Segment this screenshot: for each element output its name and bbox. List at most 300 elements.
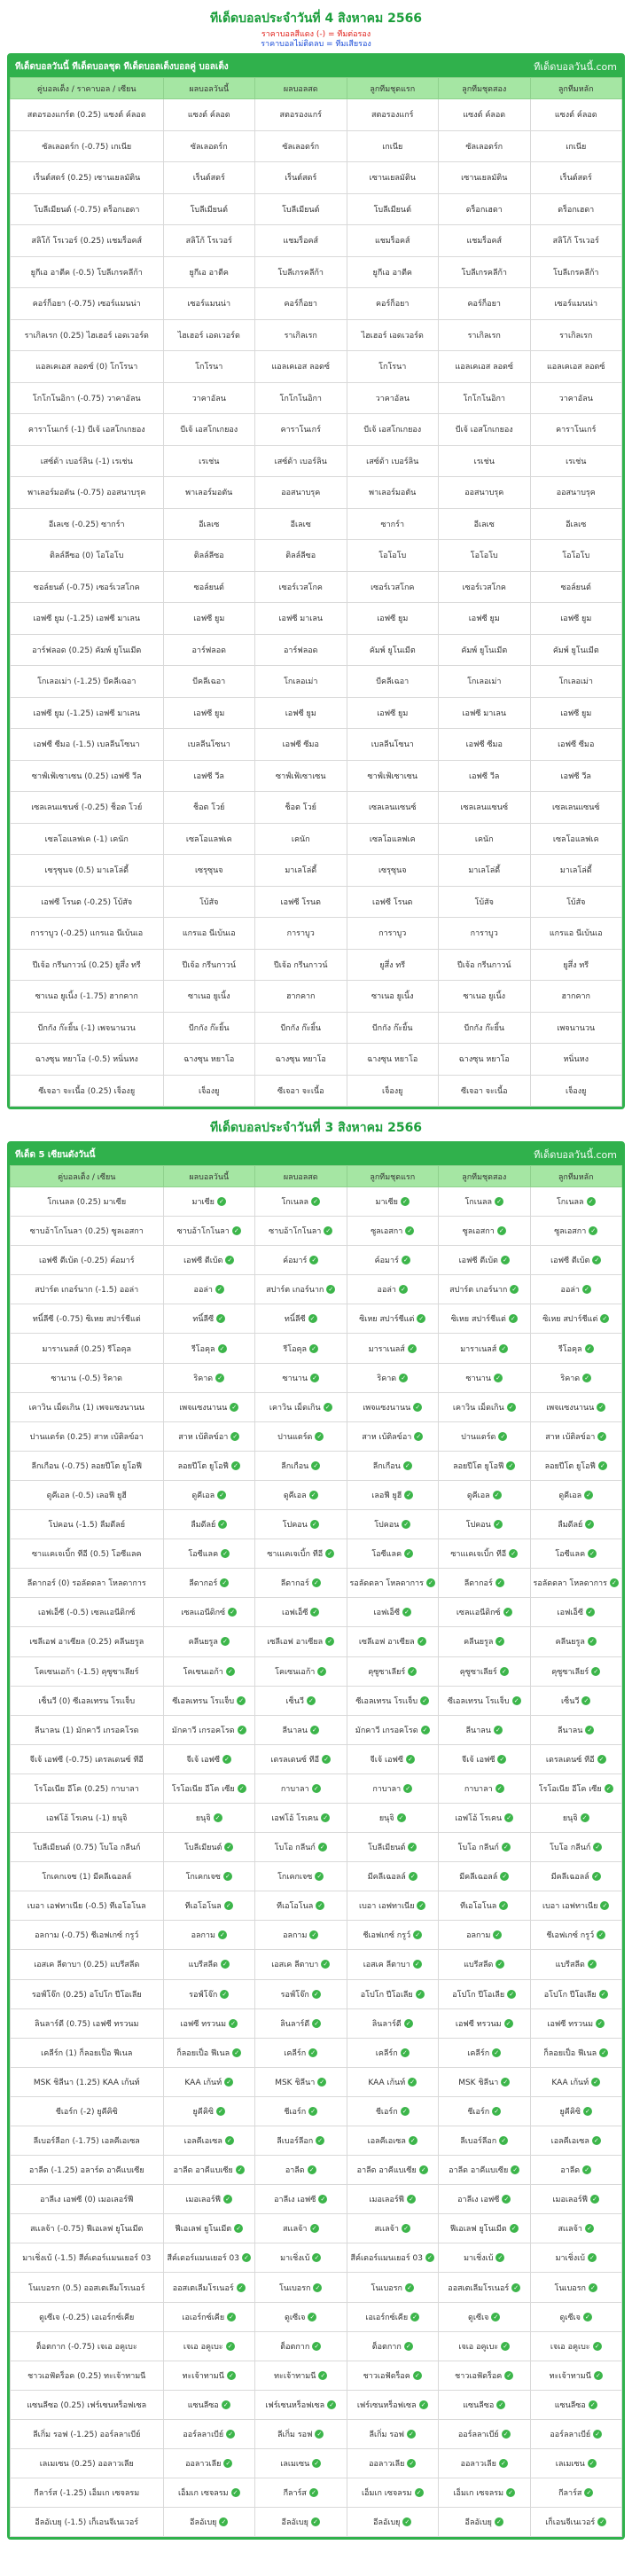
pick-cell bbox=[163, 886, 255, 918]
cell-content bbox=[274, 2369, 327, 2382]
cell-content bbox=[283, 738, 319, 750]
pick-text: โบลีเมียนต์ bbox=[373, 205, 411, 215]
cell-content bbox=[461, 1084, 508, 1097]
check-circle-icon: ✓ bbox=[407, 2195, 416, 2204]
check-circle-icon: ✓ bbox=[425, 2253, 434, 2262]
check-circle-icon: ✓ bbox=[582, 1285, 591, 1294]
pick-cell bbox=[439, 1451, 531, 1480]
pick-text: เคลีร์ก bbox=[467, 2048, 490, 2058]
pick-text: เจ็องยู bbox=[566, 1086, 587, 1096]
pick-cell bbox=[163, 949, 255, 981]
cell-content bbox=[35, 360, 137, 372]
pick-cell bbox=[347, 1187, 439, 1217]
check-circle-icon: ✓ bbox=[593, 2342, 602, 2351]
pick-cell bbox=[439, 1480, 531, 1509]
cell-content bbox=[29, 1635, 144, 1648]
match-cell bbox=[11, 760, 164, 792]
pick-text: บีคลีเฉอา bbox=[192, 677, 226, 687]
pick-text: ซาแเคเจเบิ้ก ทีอี bbox=[450, 1550, 507, 1560]
cell-content bbox=[467, 2105, 501, 2118]
cell-content bbox=[30, 1753, 144, 1766]
cell-content bbox=[456, 2017, 513, 2030]
check-circle-icon: ✓ bbox=[419, 2165, 428, 2174]
cell-content bbox=[199, 455, 219, 467]
check-circle-icon: ✓ bbox=[402, 2517, 411, 2526]
match-cell bbox=[11, 1075, 164, 1107]
section-title: ทีเด็ดบอลประจำวันที่ 3 สิงหาคม 2566 bbox=[209, 1121, 423, 1135]
pick-text: เก็เอนจีเนเวอร์ bbox=[545, 2518, 596, 2528]
cell-content bbox=[455, 360, 513, 372]
pick-text: ลีดากอร์ bbox=[464, 1579, 493, 1589]
pick-cell bbox=[347, 162, 439, 194]
pick-text: เพจแซงนานน bbox=[363, 1403, 411, 1413]
cell-content bbox=[184, 1841, 233, 1853]
check-circle-icon: ✓ bbox=[497, 1755, 506, 1764]
cell-content bbox=[556, 423, 596, 435]
pick-text: เคาวิน เม็ดเกิน bbox=[269, 1403, 321, 1413]
pick-cell bbox=[163, 1979, 255, 2008]
pick-cell bbox=[255, 634, 347, 666]
pick-text: ลีกเกือน bbox=[372, 1461, 401, 1471]
check-circle-icon: ✓ bbox=[312, 1784, 321, 1793]
cell-content bbox=[463, 2399, 505, 2411]
pick-text: สาห เบ้ติลข์อา bbox=[362, 1432, 412, 1442]
check-circle-icon: ✓ bbox=[510, 1285, 519, 1294]
table-row bbox=[11, 855, 622, 887]
check-circle-icon: ✓ bbox=[499, 1344, 508, 1353]
cell-content bbox=[193, 171, 225, 184]
cell-content bbox=[553, 234, 599, 247]
pick-text: เซลเลนแซนซ์ bbox=[460, 803, 509, 813]
match-text: เอฟโอ้ โรเคน (-1) ยนุจิ bbox=[46, 1814, 128, 1824]
pick-cell bbox=[347, 571, 439, 603]
pick-text: เอฟซี ตีเบ้ต bbox=[550, 1257, 590, 1266]
check-circle-icon: ✓ bbox=[227, 2371, 236, 2380]
cell-content bbox=[281, 486, 320, 498]
pick-cell bbox=[163, 760, 255, 792]
pick-text: เซานเยลมัติน bbox=[369, 174, 416, 184]
match-text: สปาร์ต เกอร์นาก (-1.5) ออล่า bbox=[35, 1286, 139, 1296]
match-text: โกเลอเม่า (-1.25) บีคลีเฉอา bbox=[37, 677, 137, 687]
cell-content bbox=[35, 990, 138, 1002]
pick-cell bbox=[439, 1392, 531, 1421]
pick-text: อีเลเซ bbox=[199, 520, 220, 529]
pick-cell bbox=[255, 603, 347, 635]
pick-cell bbox=[255, 949, 347, 981]
pick-cell bbox=[255, 256, 347, 288]
pick-cell bbox=[163, 2449, 255, 2478]
check-circle-icon: ✓ bbox=[610, 1578, 619, 1587]
pick-text: MSK ชิลีนา bbox=[458, 2078, 499, 2087]
cell-content bbox=[184, 2134, 234, 2147]
cell-content bbox=[280, 1022, 321, 1034]
pick-text: จีเจ้ เอฟซี bbox=[370, 1755, 403, 1765]
pick-cell bbox=[347, 1744, 439, 1773]
check-circle-icon: ✓ bbox=[310, 1726, 319, 1734]
cell-content bbox=[452, 1988, 516, 2001]
cell-content bbox=[449, 2164, 519, 2176]
pick-text: กาบาลา bbox=[464, 1784, 493, 1794]
cell-content bbox=[172, 1695, 246, 1707]
pick-text: เซานเยลมัติน bbox=[461, 174, 508, 184]
match-cell bbox=[11, 2126, 164, 2156]
pick-cell bbox=[530, 1862, 622, 1891]
pick-text: บีเจ้ เอสโกเกยอง bbox=[180, 426, 238, 435]
cell-content bbox=[562, 549, 589, 561]
pick-text: สปาร์ต เกอร์นาก bbox=[449, 1286, 508, 1296]
check-circle-icon: ✓ bbox=[221, 1960, 230, 1969]
cell-content bbox=[194, 1283, 224, 1296]
match-cell bbox=[11, 1598, 164, 1627]
pick-text: ซาบอ้าโกโนลา bbox=[269, 1227, 322, 1237]
cell-content bbox=[284, 644, 317, 656]
pick-cell bbox=[439, 508, 531, 540]
match-cell bbox=[11, 1510, 164, 1539]
match-text: ซีเจอา จะเนี้อ (0.25) เจ็องยู bbox=[38, 1086, 136, 1096]
pick-text: ซอล์ยนต์ bbox=[193, 583, 224, 592]
pick-text: อีลอัเบยุ bbox=[373, 2518, 401, 2528]
pick-text: เอเอร์กซ์เคีย bbox=[365, 2313, 409, 2322]
check-circle-icon: ✓ bbox=[324, 1226, 332, 1235]
check-circle-icon: ✓ bbox=[504, 2019, 513, 2028]
cell-content bbox=[33, 171, 140, 184]
cell-content bbox=[371, 1489, 413, 1501]
check-circle-icon: ✓ bbox=[499, 1901, 508, 1910]
cell-content bbox=[545, 1430, 606, 1443]
pick-cell bbox=[530, 634, 622, 666]
pick-cell bbox=[163, 634, 255, 666]
pick-text: ชีเอร์ก bbox=[284, 2107, 307, 2117]
cell-content bbox=[559, 392, 593, 404]
pick-text: ยูคีคิซิ bbox=[192, 2107, 214, 2117]
cell-content bbox=[282, 140, 319, 153]
pick-cell bbox=[439, 193, 531, 225]
pick-cell bbox=[530, 571, 622, 603]
cell-content bbox=[551, 1870, 601, 1883]
cell-content bbox=[174, 2164, 245, 2176]
table-row bbox=[11, 130, 622, 162]
cell-content bbox=[188, 2399, 230, 2411]
pick-text: มาราเนลส์ bbox=[460, 1344, 497, 1354]
table-row bbox=[11, 2067, 622, 2096]
table-row bbox=[11, 1480, 622, 1509]
cell-content bbox=[359, 1899, 425, 1912]
check-circle-icon: ✓ bbox=[322, 1755, 331, 1764]
pick-cell bbox=[347, 1569, 439, 1598]
pick-cell bbox=[439, 949, 531, 981]
pick-cell bbox=[439, 1862, 531, 1891]
cell-content bbox=[366, 455, 418, 467]
pick-text: โนเบอรก bbox=[371, 2283, 402, 2293]
match-text: เอสเค ลีตาบา (0.25) แบรีสลีด bbox=[34, 1961, 140, 1970]
cell-content bbox=[281, 896, 322, 908]
check-circle-icon: ✓ bbox=[408, 1667, 417, 1676]
cell-content bbox=[379, 1812, 406, 1824]
pick-cell bbox=[347, 445, 439, 477]
pick-cell bbox=[255, 2361, 347, 2390]
cell-content bbox=[183, 2428, 235, 2440]
pick-cell bbox=[530, 2243, 622, 2273]
match-text: โบลีเมียนต์ (-0.75) ดร็อกเฮดา bbox=[34, 205, 140, 215]
column-header: ลูกทีมชุดแรก bbox=[347, 78, 439, 99]
cell-content bbox=[179, 1401, 238, 1413]
cell-content bbox=[35, 1665, 138, 1678]
check-circle-icon: ✓ bbox=[491, 2313, 500, 2322]
cell-content bbox=[377, 1372, 408, 1384]
pick-cell bbox=[163, 1510, 255, 1539]
pick-text: เบลลีนโซนา bbox=[187, 740, 230, 750]
pick-cell bbox=[530, 2185, 622, 2214]
pick-text: ฉางซุน หยาโอ bbox=[275, 1055, 326, 1065]
pick-cell bbox=[163, 2361, 255, 2390]
pick-cell bbox=[163, 1246, 255, 1275]
check-circle-icon: ✓ bbox=[495, 1637, 504, 1646]
match-cell bbox=[11, 1921, 164, 1950]
cell-content bbox=[271, 1958, 330, 1970]
check-circle-icon: ✓ bbox=[242, 2253, 251, 2262]
check-circle-icon: ✓ bbox=[219, 2517, 228, 2526]
pick-text: อโปโก ปีโอเลีย bbox=[543, 1990, 597, 2000]
cell-content bbox=[31, 801, 142, 813]
pick-cell bbox=[163, 1598, 255, 1627]
table-row bbox=[11, 1744, 622, 1773]
pick-cell bbox=[347, 2038, 439, 2067]
site-brand-link[interactable]: ทีเด็ดบอลวันนี้.com bbox=[534, 1149, 617, 1161]
pick-cell bbox=[530, 2361, 622, 2390]
check-circle-icon: ✓ bbox=[495, 1578, 504, 1587]
pick-cell bbox=[163, 1803, 255, 1832]
check-circle-icon: ✓ bbox=[507, 1403, 516, 1412]
match-cell bbox=[11, 2273, 164, 2302]
cell-content bbox=[558, 738, 594, 750]
check-circle-icon: ✓ bbox=[401, 2048, 410, 2057]
cell-content bbox=[560, 171, 592, 184]
pick-text: เคนัก bbox=[291, 834, 310, 844]
pick-text: สาห เบ้ติลข์อา bbox=[545, 1432, 596, 1442]
cell-content bbox=[451, 1312, 518, 1325]
cell-content bbox=[283, 1343, 318, 1355]
cell-content bbox=[32, 1460, 142, 1472]
column-header: คู่บอลเต็ง / เซียน bbox=[11, 1166, 164, 1187]
match-text: กีลาร์ส (-1.25) เอ็มเก เซจลรม bbox=[34, 2489, 140, 2499]
pick-cell bbox=[439, 2126, 531, 2156]
pick-cell bbox=[530, 2126, 622, 2156]
pick-text: เอลคีเอเซล bbox=[550, 2137, 589, 2147]
check-circle-icon: ✓ bbox=[591, 2078, 600, 2087]
pick-cell bbox=[163, 1921, 255, 1950]
pick-text: เคลีร์ก bbox=[375, 2048, 398, 2058]
cell-content bbox=[192, 1312, 225, 1325]
pick-cell bbox=[347, 1627, 439, 1656]
cell-content bbox=[283, 234, 318, 247]
table-row bbox=[11, 2096, 622, 2126]
cell-content bbox=[284, 2047, 317, 2059]
pick-cell bbox=[347, 1421, 439, 1451]
pick-cell bbox=[255, 1044, 347, 1076]
check-circle-icon: ✓ bbox=[409, 2136, 417, 2145]
cell-content bbox=[267, 1635, 334, 1648]
pick-cell bbox=[439, 1715, 531, 1744]
pick-cell bbox=[530, 2008, 622, 2038]
pick-cell bbox=[347, 1715, 439, 1744]
pick-text: คัมพ์ ยูโนเมีต bbox=[369, 646, 416, 655]
check-circle-icon: ✓ bbox=[581, 1696, 590, 1705]
pick-text: ซากร์า bbox=[380, 520, 404, 529]
check-circle-icon: ✓ bbox=[585, 1344, 594, 1353]
pick-cell bbox=[255, 2273, 347, 2302]
pick-cell bbox=[347, 2243, 439, 2273]
pick-text: บีเจ้ เอสโกเกยอง bbox=[455, 426, 513, 435]
match-text: ปีเจ้อ กรีนกาวน์ (0.25) ยูสึ่ง ทรี bbox=[32, 960, 141, 970]
match-text: เอฟซี โรนด (-0.25) โบ้สัจ bbox=[41, 897, 133, 907]
match-cell bbox=[11, 1833, 164, 1862]
table-row bbox=[11, 1891, 622, 1921]
cell-content bbox=[50, 549, 123, 561]
cell-content bbox=[188, 738, 230, 750]
cell-content bbox=[382, 140, 402, 153]
pick-cell bbox=[163, 1304, 255, 1334]
pick-text: ซานาน bbox=[282, 1374, 308, 1383]
table-row bbox=[11, 1510, 622, 1539]
check-circle-icon: ✓ bbox=[417, 1314, 425, 1323]
pick-text: ออสนาบรุค bbox=[464, 489, 504, 498]
cell-content bbox=[357, 2399, 428, 2411]
check-circle-icon: ✓ bbox=[403, 1461, 412, 1470]
pick-text: ดูคีเอล bbox=[283, 1491, 307, 1500]
check-circle-icon: ✓ bbox=[325, 1549, 334, 1558]
pick-cell bbox=[439, 1803, 531, 1832]
pick-text: โบลีเมียนต์ bbox=[368, 1844, 406, 1853]
cell-content bbox=[277, 1870, 324, 1883]
site-brand-link[interactable]: ทีเด็ดบอลวันนี้.com bbox=[534, 61, 617, 73]
pick-cell bbox=[530, 1451, 622, 1480]
pick-cell bbox=[163, 351, 255, 383]
cell-content bbox=[265, 2399, 336, 2411]
table-row bbox=[11, 414, 622, 446]
pick-cell bbox=[347, 540, 439, 572]
cell-content bbox=[550, 2369, 603, 2382]
cell-content bbox=[280, 2251, 321, 2264]
pick-text: สตอรองแกร์ bbox=[371, 111, 414, 121]
pick-cell bbox=[439, 382, 531, 414]
column-header: ผลบอลวันนี้ bbox=[163, 78, 255, 99]
pick-cell bbox=[255, 1187, 347, 1217]
section-aug-4 bbox=[7, 9, 625, 1109]
pick-cell bbox=[255, 666, 347, 698]
table-row bbox=[11, 162, 622, 194]
pick-text: เมอเลอร์ฟี bbox=[185, 2196, 222, 2205]
pick-cell bbox=[163, 256, 255, 288]
check-circle-icon: ✓ bbox=[495, 2517, 503, 2526]
check-circle-icon: ✓ bbox=[310, 2224, 319, 2233]
table-row bbox=[11, 1569, 622, 1598]
cell-content bbox=[550, 2340, 602, 2353]
pick-text: ยนุจิ bbox=[195, 1814, 211, 1824]
pick-text: ติลล์ลีซอ bbox=[285, 552, 316, 561]
match-cell bbox=[11, 2038, 164, 2067]
match-text: เอฟเอ็ซี (-0.5) เซลเเอนีดิกซ์ bbox=[37, 1609, 136, 1618]
match-text: รอฟ์โจ๊ก (0.25) อโปโก ปีโอเลีย bbox=[31, 1990, 142, 2000]
pick-text: อาลีด bbox=[560, 2166, 581, 2176]
pick-text: โอซีแลค bbox=[188, 1550, 219, 1560]
pick-cell bbox=[530, 1304, 622, 1334]
check-circle-icon: ✓ bbox=[313, 2283, 322, 2292]
check-circle-icon: ✓ bbox=[310, 1608, 319, 1617]
pick-cell bbox=[255, 2478, 347, 2508]
pick-cell bbox=[439, 225, 531, 257]
table-row bbox=[11, 1686, 622, 1715]
pick-text: คัมพ์ ยูโนเมีต bbox=[552, 646, 599, 655]
pick-cell bbox=[347, 477, 439, 509]
cell-content bbox=[189, 1577, 229, 1589]
pick-cell bbox=[439, 256, 531, 288]
pick-cell bbox=[530, 2096, 622, 2126]
check-circle-icon: ✓ bbox=[232, 1226, 241, 1235]
cell-content bbox=[469, 770, 499, 782]
cell-content bbox=[177, 1225, 241, 1237]
pick-cell bbox=[530, 2156, 622, 2185]
cell-content bbox=[194, 770, 224, 782]
pick-cell bbox=[439, 2419, 531, 2448]
pick-text: โอซีแลค bbox=[371, 1550, 402, 1560]
pick-text: เซลเเอนีดิกซ์ bbox=[456, 1609, 501, 1618]
pick-cell bbox=[347, 2067, 439, 2096]
check-circle-icon: ✓ bbox=[511, 2283, 520, 2292]
check-circle-icon: ✓ bbox=[221, 1637, 230, 1646]
pick-text: ชาวเอฟัดร็อค bbox=[455, 2371, 503, 2381]
pick-cell bbox=[530, 414, 622, 446]
column-header: ลูกทีมหลัก bbox=[530, 1166, 622, 1187]
cell-content bbox=[30, 1225, 144, 1237]
cell-content bbox=[35, 1724, 139, 1736]
table-row bbox=[11, 981, 622, 1013]
pick-cell bbox=[347, 666, 439, 698]
pick-text: เซรุซุนจ bbox=[194, 866, 223, 876]
pick-cell bbox=[439, 445, 531, 477]
cell-content bbox=[278, 612, 323, 624]
pick-cell bbox=[347, 351, 439, 383]
cell-content bbox=[27, 1577, 146, 1589]
pick-cell bbox=[530, 540, 622, 572]
pick-cell bbox=[255, 1421, 347, 1451]
match-text: ดูเซีเจ (-0.25) เอเอร์กซ์เคีย bbox=[39, 2313, 135, 2322]
pick-cell bbox=[439, 886, 531, 918]
pick-text: ทนิ์ลีซี bbox=[284, 1315, 306, 1325]
cell-content bbox=[378, 360, 406, 372]
cell-content bbox=[33, 1312, 141, 1325]
pick-text: มาเลโล่ดี้ bbox=[559, 866, 592, 876]
pick-text: เพจแซงนานน bbox=[179, 1403, 228, 1413]
cell-content bbox=[355, 1695, 429, 1707]
cell-content bbox=[180, 2017, 238, 2030]
pick-cell bbox=[439, 2038, 531, 2067]
match-cell bbox=[11, 2214, 164, 2243]
pick-cell bbox=[255, 414, 347, 446]
check-circle-icon: ✓ bbox=[592, 1256, 601, 1265]
cell-content bbox=[466, 1929, 502, 1941]
pick-cell bbox=[439, 1334, 531, 1363]
pick-text: ดูเซีเจ bbox=[559, 2313, 581, 2322]
check-circle-icon: ✓ bbox=[589, 2400, 597, 2409]
pick-text: ดูคีเอล bbox=[558, 1491, 582, 1500]
pick-cell bbox=[439, 760, 531, 792]
check-circle-icon: ✓ bbox=[312, 2019, 321, 2028]
check-circle-icon: ✓ bbox=[214, 1813, 222, 1822]
pick-cell bbox=[255, 2067, 347, 2096]
pick-cell bbox=[255, 2214, 347, 2243]
match-cell bbox=[11, 2331, 164, 2361]
cell-content bbox=[285, 297, 317, 309]
